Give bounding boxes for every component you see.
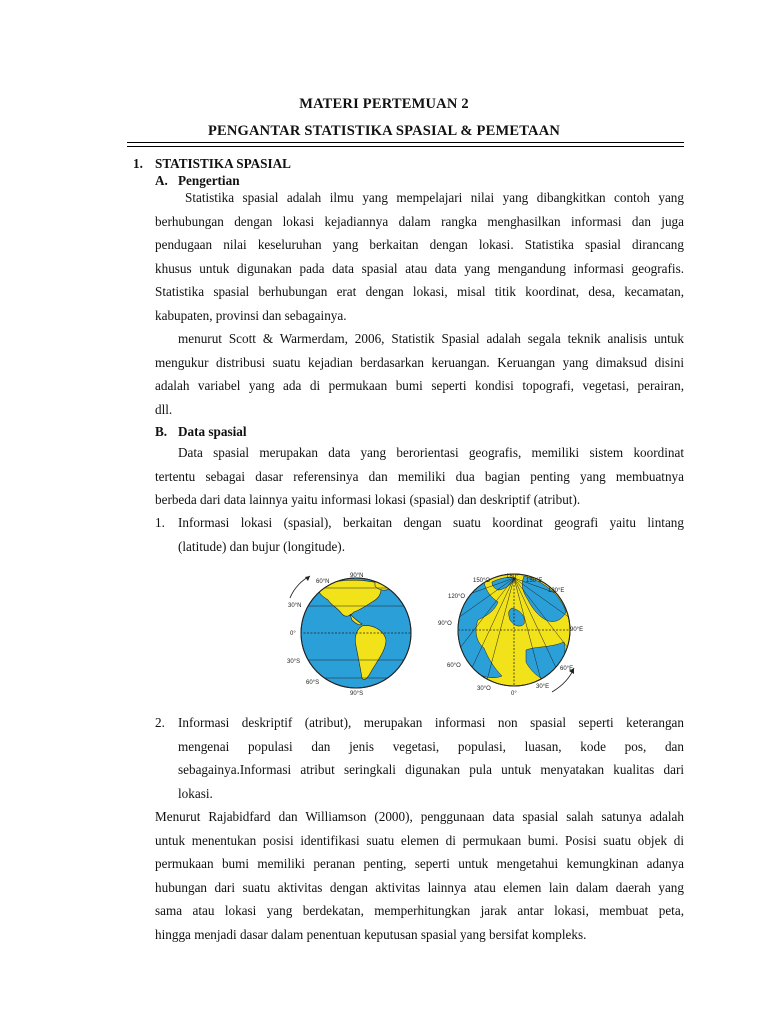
title-rule-thin [127, 146, 684, 147]
list-item-line: Informasi deskriptif (atribut), merupakan informasi non spasial seperti keterangan [178, 715, 684, 730]
globes-figure [280, 568, 600, 698]
paragraph-line: sama atau lokasi yang berdekatan, memperhitungkan jarak antar lokasi, membuat peta, [155, 903, 684, 918]
list-item-line: mengenai populasi dan jenis vegetasi, populasi, luasan, kode pos, dan [178, 738, 684, 754]
paragraph-line: berbeda dari data lainnya yaitu informasi lokasi (spasial) dan deskriptif (atribut). [155, 492, 581, 507]
paragraph-line: mengukur distribusi suatu kejadian berdasarkan keruangan. Keruangan yang dimaksud disini [155, 354, 684, 370]
lon-label: 0° [511, 691, 517, 697]
lat-label: 90°N [350, 573, 364, 579]
list-item-line: (latitude) dan bujur (longitude). [178, 538, 345, 554]
paragraph-line: menurut Scott & Warmerdam, 2006, Statistik Spasial adalah segala teknik analisis untuk [178, 331, 684, 346]
paragraph-data-spasial [155, 441, 684, 512]
lon-label: 30°O [477, 686, 491, 692]
paragraph-rajabidfard [155, 805, 684, 946]
list-item-2-number: 2. [155, 715, 165, 730]
paragraph-line: khusus untuk digunakan pada data spasial atau data yang mengandung informasi geografis. [155, 260, 684, 276]
paragraph-line: adalah variabel yang ada di permukaan bumi seperti kondisi topografi, vegetasi, perairan, [155, 378, 684, 393]
section-number: 1. [133, 156, 143, 171]
paragraph-line: dll. [155, 401, 173, 417]
list-item-2 [178, 711, 684, 805]
latitude-globe [287, 573, 412, 697]
lon-label: 90°E [570, 627, 584, 633]
lat-label: 60°S [306, 680, 320, 686]
lat-label: 90°S [350, 691, 364, 697]
paragraph-line: hubungan dari suatu aktivitas dengan aktivitas lainnya atau elemen lain dalam daerah yang [155, 879, 684, 895]
title-rule-thick [127, 142, 684, 143]
list-item-1 [178, 511, 684, 558]
paragraph-line: pendugaan nilai keseluruhan yang berkaitan dengan lokasi. Statistika spasial dirancang [155, 237, 684, 252]
paragraph-line: tertentu sebagai dasar referensinya dan memiliki dua bagian penting yang membuatnya [155, 468, 684, 484]
paragraph-line: hingga menjadi dasar dalam penentuan keputusan spasial yang bersifat kompleks. [155, 926, 587, 942]
paragraph-line: berhubungan dengan lokasi kejadiannya dalam rangka menghasilkan informasi dan juga [155, 213, 684, 229]
lon-label: 120°O [448, 594, 466, 600]
list-item-line: lokasi. [178, 785, 213, 801]
list-item-line: sebagainya.Informasi atribut seringkali digunakan pula untuk menyatakan kualitas dari [178, 762, 684, 777]
paragraph-line: permukaan bumi memiliki peranan penting, seperti untuk mengetahui kemungkinan adanya [155, 856, 684, 871]
lon-label: 150°O [473, 578, 491, 584]
document-subtitle: PENGANTAR STATISTIKA SPASIAL & PEMETAAN [207, 123, 561, 139]
longitude-globe [438, 574, 583, 697]
lat-label: 0° [290, 631, 296, 637]
list-item-line: Informasi lokasi (spasial), berkaitan dengan suatu koordinat geografi yaitu lintang [178, 515, 684, 530]
subsection-b-letter: B. [155, 424, 168, 439]
section-heading: STATISTIKA SPASIAL [155, 156, 291, 171]
document-title: MATERI PERTEMUAN 2 [299, 96, 469, 112]
lon-label: 180° [506, 574, 519, 580]
list-item-1-number: 1. [155, 515, 165, 530]
paragraph-line: kabupaten, provinsi dan sebagainya. [155, 307, 347, 323]
paragraph-line: Statistika spasial berhubungan erat dengan lokasi, misal titik koordinat, desa, kecamatan, [155, 284, 684, 299]
lon-label: 60°O [447, 663, 461, 669]
lon-label: 120°E [548, 588, 565, 594]
lon-label: 150°E [526, 578, 543, 584]
paragraph-line: Menurut Rajabidfard dan Williamson (2000), penggunaan data spasial salah satunya adalah [155, 809, 684, 824]
paragraph-line: Statistika spasial adalah ilmu yang mempelajari nilai yang dibangkitkan contoh yang [185, 190, 684, 205]
subsection-a-heading: Pengertian [178, 173, 240, 188]
lon-label: 90°O [438, 621, 452, 627]
lat-label: 60°N [316, 579, 330, 585]
paragraph-line: Data spasial merupakan data yang berorientasi geografis, memiliki sistem koordinat [178, 445, 684, 460]
subsection-a-letter: A. [155, 173, 168, 188]
paragraph-scott-warmerdam [155, 327, 684, 421]
subsection-b-heading: Data spasial [178, 424, 247, 439]
lat-label: 30°N [288, 603, 302, 609]
paragraph-definition [155, 186, 684, 327]
lat-label: 30°S [287, 659, 301, 665]
lon-label: 30°E [536, 684, 550, 690]
lon-label: 60°E [560, 666, 574, 672]
paragraph-line: untuk menentukan posisi identifikasi suatu elemen di permukaan bumi. Posisi suatu objek di [155, 832, 684, 848]
